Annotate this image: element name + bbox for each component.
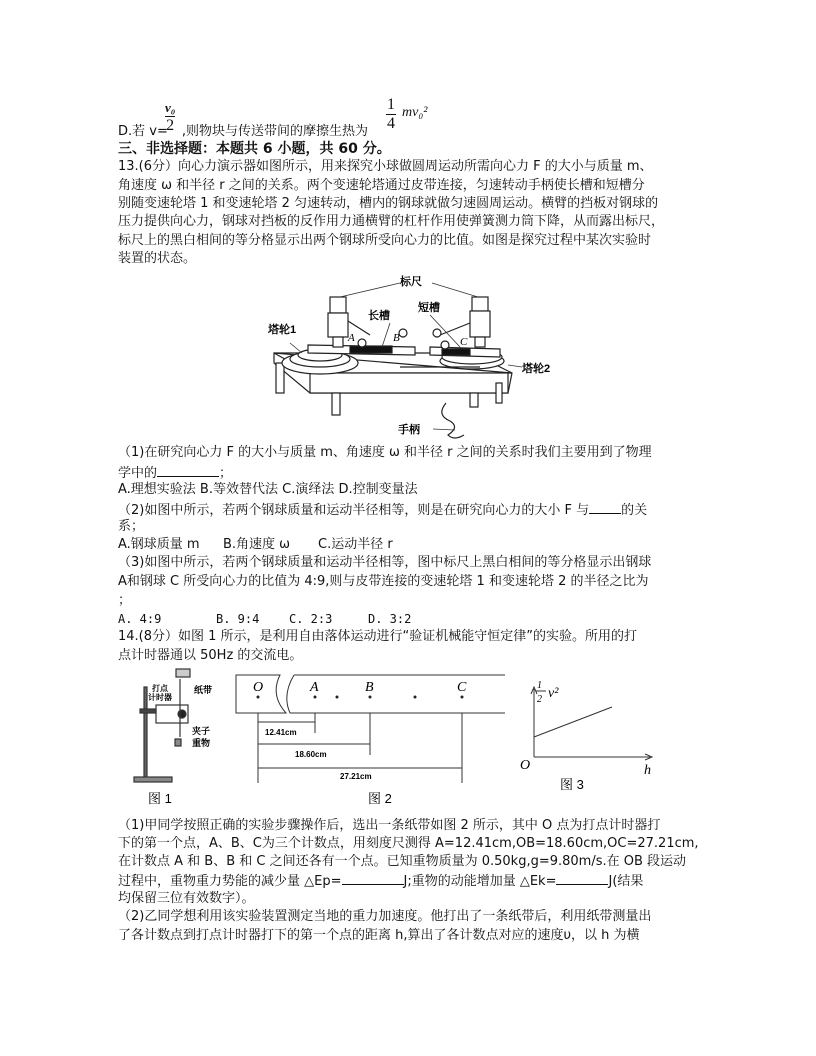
- label-long-slot: 长槽: [368, 310, 390, 322]
- expression-mv0-squared: mv₀²: [402, 105, 428, 120]
- q14-part2-line: 了各计数点到打点计时器打下的第一个点的距离 h,算出了各计数点对应的速度υ，以 h 为横: [118, 928, 640, 943]
- q12-option-d: [118, 123, 368, 141]
- punctuation: ；: [219, 466, 233, 481]
- fraction-one-quarter: [386, 96, 396, 133]
- figure-2-caption: 图 2: [368, 791, 392, 806]
- q13-part1-line: （1)在研究向心力 F 的大小与质量 m、角速度 ω 和半径 r 之间的关系时我们主要用到了物理: [118, 445, 652, 460]
- q13-part3-line: （3)如图中所示，若两个钢球质量和运动半径相等，图中标尺上黑白相间的等分格显示出钢球: [118, 555, 652, 570]
- figure-1-caption: 图 1: [148, 791, 172, 806]
- label-wheel-2: 塔轮2: [522, 363, 551, 375]
- fraction-v0-over-2: [165, 100, 175, 135]
- point-o-label: O: [253, 680, 264, 695]
- label-ruler: 标尺: [400, 276, 422, 288]
- option-a: A. 4:9: [118, 612, 162, 626]
- fraction-denominator: 2: [166, 117, 175, 134]
- section-title: 三、非选择题：本题共 6 小题，共 60 分。: [118, 141, 391, 157]
- q13-line: 装置的状态。: [118, 251, 197, 266]
- q14-part1-line: [118, 871, 643, 891]
- option-a: A.钢球质量 m: [118, 537, 200, 552]
- distance-oa-label: 12.41cm: [265, 728, 297, 737]
- label-handle: 手柄: [398, 424, 420, 436]
- y-axis-label-variable: v²: [548, 686, 559, 701]
- answer-blank-ep[interactable]: [342, 871, 404, 885]
- q14-line: 14.(8分）如图 1 所示，是利用自由落体运动进行“验证机械能守恒定律”的实验。所用的打: [118, 629, 638, 644]
- y-axis-label-denominator: 2: [537, 694, 542, 705]
- q13-part2-text: 的关: [621, 503, 648, 518]
- q14-part2-line: （2)乙同学想利用该实验装置测定当地的重力加速度。他打出了一条纸带后，利用纸带测量出: [118, 909, 652, 924]
- fraction-numerator: v₀: [165, 100, 176, 115]
- q14-part1-line: （1)甲同学按照正确的实验步骤操作后，选出一条纸带如图 2 所示，其中 O 点为打点计时器打: [118, 818, 661, 833]
- q13-part3-options: [118, 610, 411, 628]
- figure-2-paper-tape: [230, 665, 510, 810]
- q13-part1-text: 学中的: [118, 466, 158, 481]
- answer-blank[interactable]: [589, 500, 621, 514]
- figure-3-caption: 图 3: [560, 777, 584, 792]
- option-b: B.角速度 ω: [223, 537, 291, 552]
- label-tape: 纸带: [194, 685, 213, 695]
- figure-1-timer-apparatus: [120, 665, 230, 810]
- q14-part1-line: 均保留三位有效数字）。: [118, 891, 255, 906]
- label-short-slot: 短槽: [418, 302, 440, 314]
- origin-label: O: [520, 758, 531, 773]
- q13-part1-options: A.理想实验法 B.等效替代法 C.演绎法 D.控制变量法: [118, 482, 418, 497]
- q13-line: 标尺上的黑白相间的等分格显示出两个钢球所受向心力的比值。如图是探究过程中某次实验时: [118, 233, 652, 248]
- q14-part1-text: J(结果: [608, 874, 644, 889]
- point-a-label: A: [310, 680, 319, 695]
- q13-part2-text: （2)如图中所示，若两个钢球质量和运动半径相等，则是在研究向心力的大小 F 与: [118, 503, 590, 518]
- q13-part2-line: 系；: [118, 519, 145, 534]
- label-clip: 夹子: [192, 726, 211, 736]
- q13-part2-options: [118, 536, 393, 554]
- label-ball-c: C: [460, 336, 468, 348]
- label-ball-b: B: [393, 332, 400, 344]
- q13-part3-line: A和钢球 C 所受向心力的比值为 4:9,则与皮带连接的变速轮塔 1 和变速轮塔 2 的半径之比为: [118, 574, 649, 589]
- distance-ob-label: 18.60cm: [295, 750, 327, 759]
- label-timer: 打点: [152, 684, 168, 693]
- answer-blank[interactable]: [157, 463, 219, 477]
- label-timer-2: 计时器: [148, 693, 172, 702]
- x-axis-label: h: [644, 763, 651, 778]
- option-d-text: ,则物块与传送带间的摩擦生热为: [181, 124, 369, 139]
- q13-part3-line: ；: [118, 593, 132, 608]
- point-c-label: C: [457, 680, 467, 695]
- distance-oc-label: 27.21cm: [340, 772, 372, 781]
- option-c: C.运动半径 r: [318, 537, 393, 552]
- option-c: C. 2:3: [289, 612, 333, 626]
- q14-part1-line: 下的第一个点，A、B、C为三个计数点，用刻度尺测得 A=12.41cm,OB=18.60cm,OC=27.21cm,: [118, 836, 699, 851]
- q14-part1-line: 在计数点 A 和 B、B 和 C 之间还各有一个点。已知重物质量为 0.50kg,g=9.80m/s.在 OB 段运动: [118, 854, 687, 869]
- q13-line: 压力提供向心力，钢球对挡板的反作用力通横臂的杠杆作用使弹簧测力筒下降，从而露出标尺，: [118, 214, 665, 229]
- fraction-denominator: 4: [387, 115, 395, 132]
- q13-part1-line: [118, 463, 232, 483]
- answer-blank-ek[interactable]: [556, 871, 608, 885]
- q13-line: 别随变速轮塔 1 和变速轮塔 2 匀速转动，槽内的钢球就做匀速圆周运动。横臂的挡板对钢球的: [118, 196, 659, 211]
- point-b-label: B: [365, 680, 374, 695]
- q13-line: 13.(6分）向心力演示器如图所示，用来探究小球做圆周运动所需向心力 F 的大小与质量 m、: [118, 159, 653, 174]
- figure-3-graph: [510, 665, 690, 810]
- fraction-numerator: 1: [387, 96, 395, 113]
- q13-line: 角速度 ω 和半径 r 之间的关系。两个变速轮塔通过皮带连接，匀速转动手柄使长槽和短槽分: [118, 178, 645, 193]
- centripetal-force-apparatus-figure: [250, 275, 570, 440]
- label-weight: 重物: [192, 738, 211, 748]
- q14-part1-text: J;重物的动能增加量 △Ek=: [403, 874, 557, 889]
- label-ball-a: A: [348, 332, 355, 344]
- option-d-prefix: D.若 v=: [118, 124, 168, 139]
- label-wheel-1: 塔轮1: [268, 324, 297, 336]
- q14-part1-text: 过程中，重物重力势能的减少量 △Ep=: [118, 874, 342, 889]
- q14-line: 点计时器通以 50Hz 的交流电。: [118, 648, 303, 663]
- option-d: D. 3:2: [368, 612, 412, 626]
- q13-part2-line: [118, 500, 647, 520]
- option-b: B. 9:4: [216, 612, 260, 626]
- y-axis-label-numerator: 1: [537, 680, 542, 691]
